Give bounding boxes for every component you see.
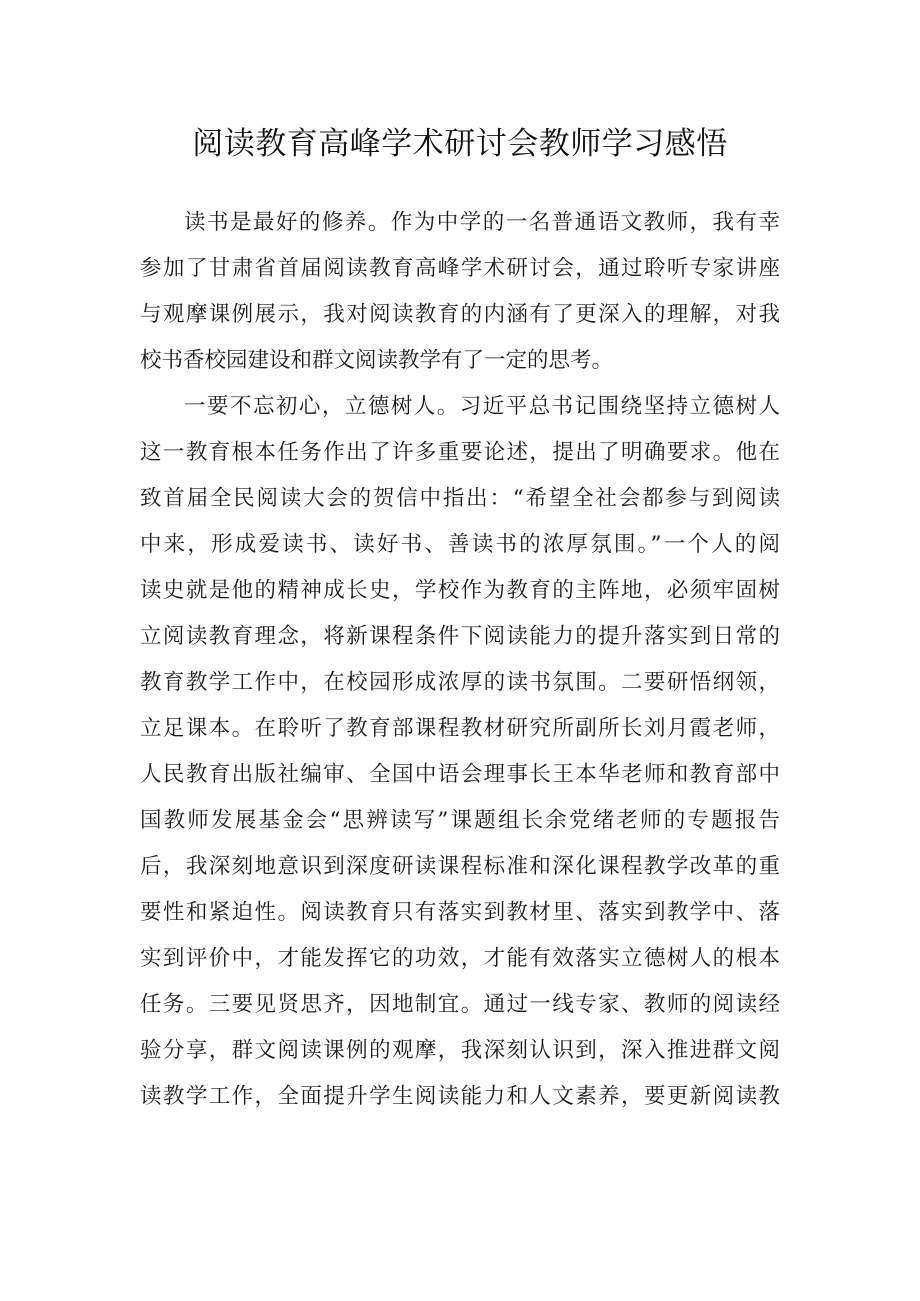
paragraph-2-line-11: 后，我深刻地意识到深度研读课程标准和深化课程教学改革的重 — [140, 854, 780, 879]
paragraph-2-line-16: 读教学工作，全面提升学生阅读能力和人文素养，要更新阅读教 — [140, 1084, 780, 1109]
paragraph-2-line-4: 中来，形成爱读书、读好书、善读书的浓厚氛围。”一个人的阅 — [140, 532, 780, 557]
paragraph-2-line-5: 读史就是他的精神成长史，学校作为教育的主阵地，必须牢固树 — [140, 578, 780, 603]
paragraph-2-line-1: 一要不忘初心，立德树人。习近平总书记围绕坚持立德树人 — [184, 394, 780, 419]
paragraph-1-line-3: 与观摩课例展示，我对阅读教育的内涵有了更深入的理解，对我 — [140, 302, 780, 327]
paragraph-1-line-4: 校书香校园建设和群文阅读教学有了一定的思考。 — [140, 348, 614, 373]
document-title: 阅读教育高峰学术研讨会教师学习感悟 — [192, 126, 728, 162]
paragraph-2-line-2: 这一教育根本任务作出了许多重要论述，提出了明确要求。他在 — [140, 440, 780, 465]
paragraph-2-line-12: 要性和紧迫性。阅读教育只有落实到教材里、落实到教学中、落 — [140, 900, 780, 925]
paragraph-1-line-1: 读书是最好的修养。作为中学的一名普通语文教师，我有幸 — [184, 210, 780, 235]
paragraph-2-line-7: 教育教学工作中，在校园形成浓厚的读书氛围。二要研悟纲领， — [140, 670, 780, 695]
paragraph-2-line-9: 人民教育出版社编审、全国中语会理事长王本华老师和教育部中 — [140, 762, 780, 787]
paragraph-2-line-15: 验分享，群文阅读课例的观摩，我深刻认识到，深入推进群文阅 — [140, 1038, 780, 1063]
document-body — [140, 200, 780, 1120]
paragraph-2-line-10: 国教师发展基金会“思辨读写”课题组长余党绪老师的专题报告 — [140, 808, 780, 833]
paragraph-2-line-6: 立阅读教育理念，将新课程条件下阅读能力的提升落实到日常的 — [140, 624, 780, 649]
paragraph-2-line-8: 立足课本。在聆听了教育部课程教材研究所副所长刘月霞老师， — [140, 716, 780, 741]
paragraph-2-line-3: 致首届全民阅读大会的贺信中指出：“希望全社会都参与到阅读 — [140, 486, 780, 511]
paragraph-2-line-13: 实到评价中，才能发挥它的功效，才能有效落实立德树人的根本 — [140, 946, 780, 971]
paragraph-2-line-14: 任务。三要见贤思齐，因地制宜。通过一线专家、教师的阅读经 — [140, 992, 780, 1017]
paragraph-1-line-2: 参加了甘肃省首届阅读教育高峰学术研讨会，通过聆听专家讲座 — [140, 256, 780, 281]
